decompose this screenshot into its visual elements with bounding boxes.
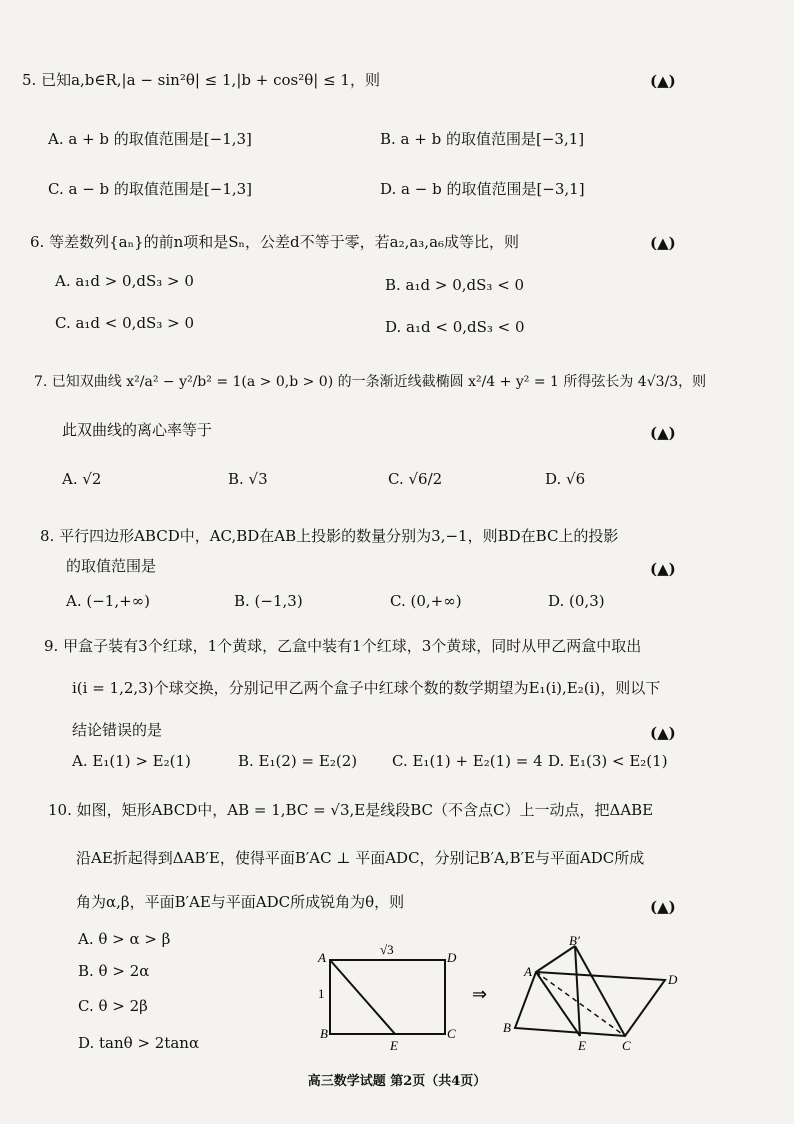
q8-option-d: D. (0,3)	[548, 592, 605, 610]
page-footer: 高三数学试题 第2页（共4页）	[307, 1074, 487, 1089]
q10-figure	[300, 936, 680, 1054]
label-d2: D	[668, 972, 678, 987]
label-one: 1	[318, 986, 325, 1001]
segment-eb-prime	[575, 946, 580, 1036]
q6-mark: (▲)	[650, 234, 676, 252]
segment-ae	[330, 960, 395, 1034]
q10-stem-3: 角为α,β，平面B′AE与平面ADC所成锐角为θ，则	[76, 893, 405, 911]
label-sqrt3: √3	[380, 942, 394, 957]
arrow-icon: ⇒	[472, 984, 488, 1004]
q10-option-d: D. tanθ > 2tanα	[78, 1034, 200, 1052]
q5-option-a: A. a + b 的取值范围是[−1,3]	[48, 130, 252, 148]
q6-stem: 6. 等差数列{aₙ}的前n项和是Sₙ，公差d不等于零，若a₂,a₃,a₆成等比，则	[30, 233, 520, 251]
label-b2: B	[503, 1020, 511, 1035]
q7-option-c: C. √6/2	[388, 470, 443, 488]
q9-stem-2: i(i = 1,2,3)个球交换，分别记甲乙两个盒子中红球个数的数学期望为E₁(i),E₂(i)，则以下	[72, 679, 661, 697]
label-c2: C	[622, 1038, 631, 1053]
label-b-prime: B′	[569, 936, 580, 948]
q5-option-c: C. a − b 的取值范围是[−1,3]	[48, 180, 253, 198]
q10-option-b: B. θ > 2α	[78, 962, 150, 980]
q7-mark: (▲)	[650, 424, 676, 442]
q9-option-d: D. E₁(3) < E₂(1)	[548, 752, 668, 770]
q9-mark: (▲)	[650, 724, 676, 742]
q9-option-b: B. E₁(2) = E₂(2)	[238, 752, 358, 770]
q5-mark: (▲)	[650, 72, 676, 90]
q7-option-a: A. √2	[62, 470, 102, 488]
q7-option-d: D. √6	[545, 470, 586, 488]
q7-option-b: B. √3	[228, 470, 268, 488]
q9-option-c: C. E₁(1) + E₂(1) = 4	[392, 752, 543, 770]
q6-option-b: B. a₁d > 0,dS₃ < 0	[385, 276, 525, 294]
q10-option-a: A. θ > α > β	[78, 930, 171, 948]
segment-cb-prime	[575, 946, 625, 1036]
q10-stem: 10. 如图，矩形ABCD中，AB = 1,BC = √3,E是线段BC（不含点C）上一动点，把ΔABE	[48, 801, 654, 819]
label-a2: A	[524, 964, 532, 979]
q8-option-a: A. (−1,+∞)	[66, 592, 151, 610]
q8-mark: (▲)	[650, 560, 676, 578]
segment-ac-dashed	[536, 972, 625, 1036]
q5-stem: 5. 已知a,b∈R,|a − sin²θ| ≤ 1,|b + cos²θ| ≤ 1，则	[22, 71, 380, 89]
q10-option-c: C. θ > 2β	[78, 997, 148, 1015]
label-c: C	[447, 1026, 456, 1041]
segment-ab-prime	[536, 946, 575, 972]
q9-stem-3: 结论错误的是	[72, 721, 163, 739]
q6-option-c: C. a₁d < 0,dS₃ > 0	[55, 314, 194, 332]
q6-option-a: A. a₁d > 0,dS₃ > 0	[55, 272, 194, 290]
label-a: A	[318, 950, 326, 965]
q7-stem: 7. 已知双曲线 x²/a² − y²/b² = 1(a > 0,b > 0) 的一条渐近线截椭圆 x²/4 + y² = 1 所得弦长为 4√3/3，则	[34, 374, 707, 390]
q8-stem: 8. 平行四边形ABCD中，AC,BD在AB上投影的数量分别为3,−1，则BD在BC上的投影	[40, 527, 619, 545]
q6-option-d: D. a₁d < 0,dS₃ < 0	[385, 318, 525, 336]
label-b: B	[320, 1026, 328, 1041]
segment-ae-folded	[536, 972, 580, 1036]
q8-option-b: B. (−1,3)	[234, 592, 303, 610]
label-e2: E	[578, 1038, 586, 1053]
q7-stem-2: 此双曲线的离心率等于	[62, 421, 213, 439]
q5-option-b: B. a + b 的取值范围是[−3,1]	[380, 130, 585, 148]
q10-mark: (▲)	[650, 898, 676, 916]
q10-stem-2: 沿AE折起得到ΔAB′E，使得平面B′AC ⊥ 平面ADC，分别记B′A,B′E与平面ADC所成	[76, 849, 645, 867]
q8-option-c: C. (0,+∞)	[390, 592, 462, 610]
parallelogram-abcd	[515, 972, 665, 1036]
q5-option-d: D. a − b 的取值范围是[−3,1]	[380, 180, 585, 198]
q8-stem-2: 的取值范围是	[66, 557, 157, 575]
q9-stem: 9. 甲盒子装有3个红球，1个黄球，乙盒中装有1个红球，3个黄球，同时从甲乙两盒中取出	[44, 637, 642, 655]
rectangle-abcd	[330, 960, 445, 1034]
label-e: E	[390, 1038, 398, 1053]
q9-option-a: A. E₁(1) > E₂(1)	[72, 752, 191, 770]
label-d: D	[447, 950, 457, 965]
